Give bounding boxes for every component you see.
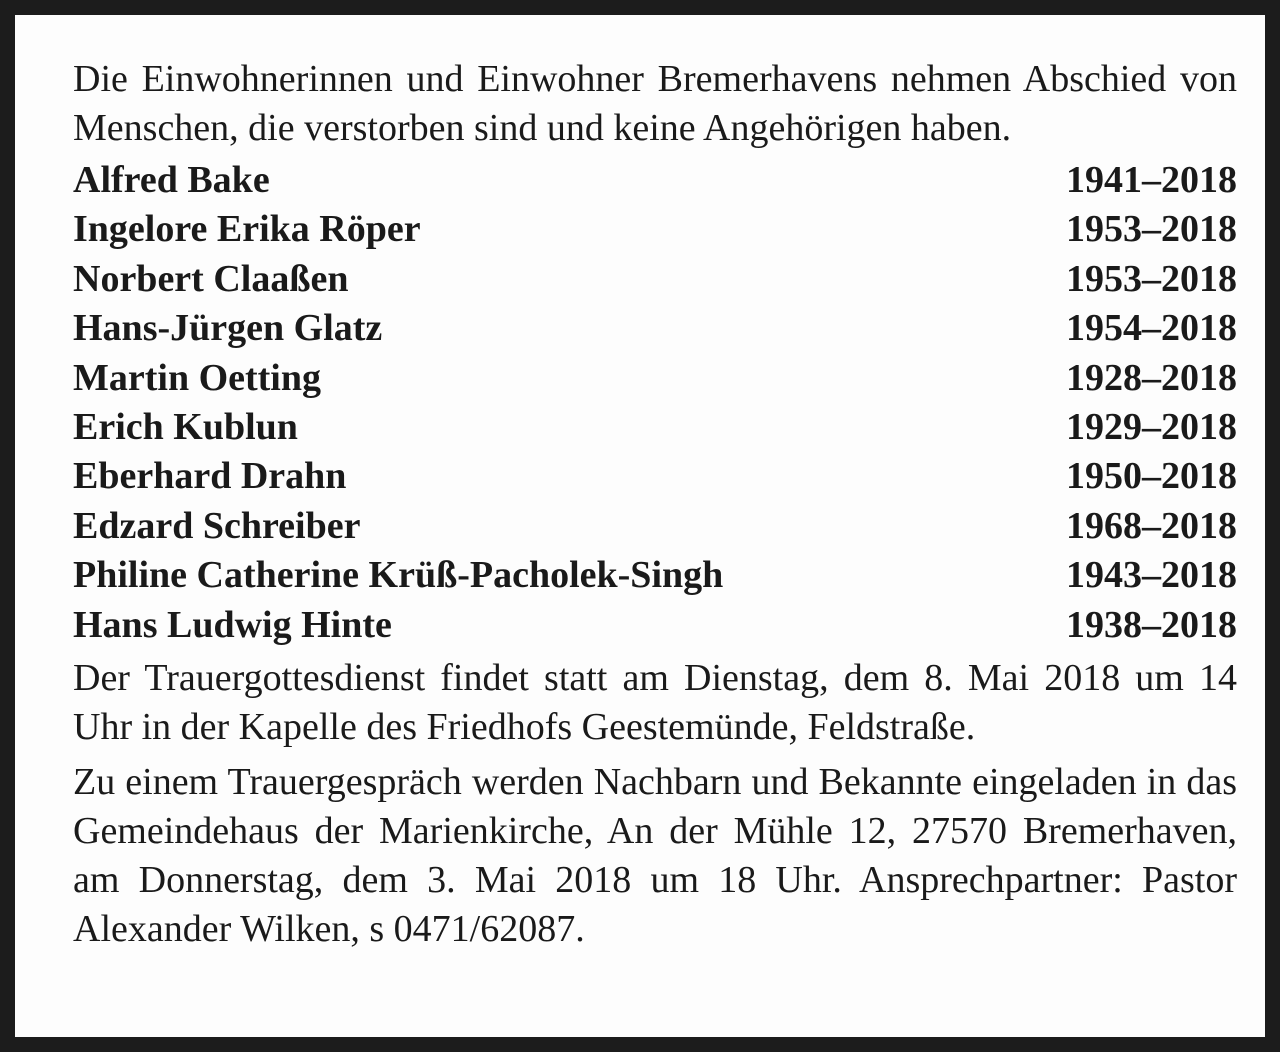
deceased-name: Philine Catherine Krüß-Pacholek-Singh (73, 554, 724, 597)
deceased-row (73, 601, 1237, 650)
deceased-row (73, 354, 1237, 403)
deceased-row (73, 502, 1237, 551)
deceased-name: Ingelore Erika Röper (73, 208, 421, 251)
deceased-years: 1968–2018 (1066, 504, 1237, 547)
gathering-paragraph: Zu einem Trauergespräch werden Nachbarn und Bekannte eingeladen in das Gemeindehaus der Marienkirche, An der Mühle 12, 27570 Bremerhaven, am Donnerstag, dem 3. Mai 2018 um 18 Uhr. Ansprechpartner: Pastor Alexander Wilken, s 0471/62087. (73, 760, 1237, 950)
deceased-row (73, 551, 1237, 600)
deceased-name: Edzard Schreiber (73, 504, 361, 547)
notice-content (73, 55, 1237, 954)
deceased-row (73, 205, 1237, 254)
deceased-row (73, 403, 1237, 452)
deceased-years: 1928–2018 (1066, 356, 1237, 399)
deceased-name: Martin Oetting (73, 356, 322, 399)
deceased-name: Norbert Claaßen (73, 257, 349, 300)
deceased-years: 1938–2018 (1066, 603, 1237, 646)
deceased-name: Alfred Bake (73, 159, 270, 201)
deceased-name: Eberhard Drahn (73, 455, 347, 498)
deceased-years: 1943–2018 (1066, 554, 1237, 597)
deceased-years: 1954–2018 (1066, 307, 1237, 350)
deceased-name: Hans Ludwig Hinte (73, 603, 392, 646)
deceased-name: Hans-Jürgen Glatz (73, 307, 383, 350)
deceased-row (73, 255, 1237, 304)
deceased-years: 1929–2018 (1066, 405, 1237, 448)
deceased-list (73, 156, 1237, 650)
deceased-row (73, 304, 1237, 353)
deceased-years: 1953–2018 (1066, 208, 1237, 251)
deceased-years: 1953–2018 (1066, 257, 1237, 300)
deceased-years: 1950–2018 (1066, 455, 1237, 498)
deceased-years: 1941–2018 (1066, 159, 1237, 201)
deceased-row (73, 156, 1237, 205)
service-paragraph: Der Trauergottesdienst findet statt am Dienstag, dem 8. Mai 2018 um 14 Uhr in der Kapelle des Friedhofs Geestemünde, Feldstraße. (73, 656, 1237, 748)
deceased-row (73, 452, 1237, 501)
deceased-name: Erich Kublun (73, 405, 298, 448)
intro-paragraph: Die Einwohnerinnen und Einwohner Bremerhavens nehmen Abschied von Menschen, die verstorben sind und keine Angehörigen haben. (73, 58, 1237, 149)
